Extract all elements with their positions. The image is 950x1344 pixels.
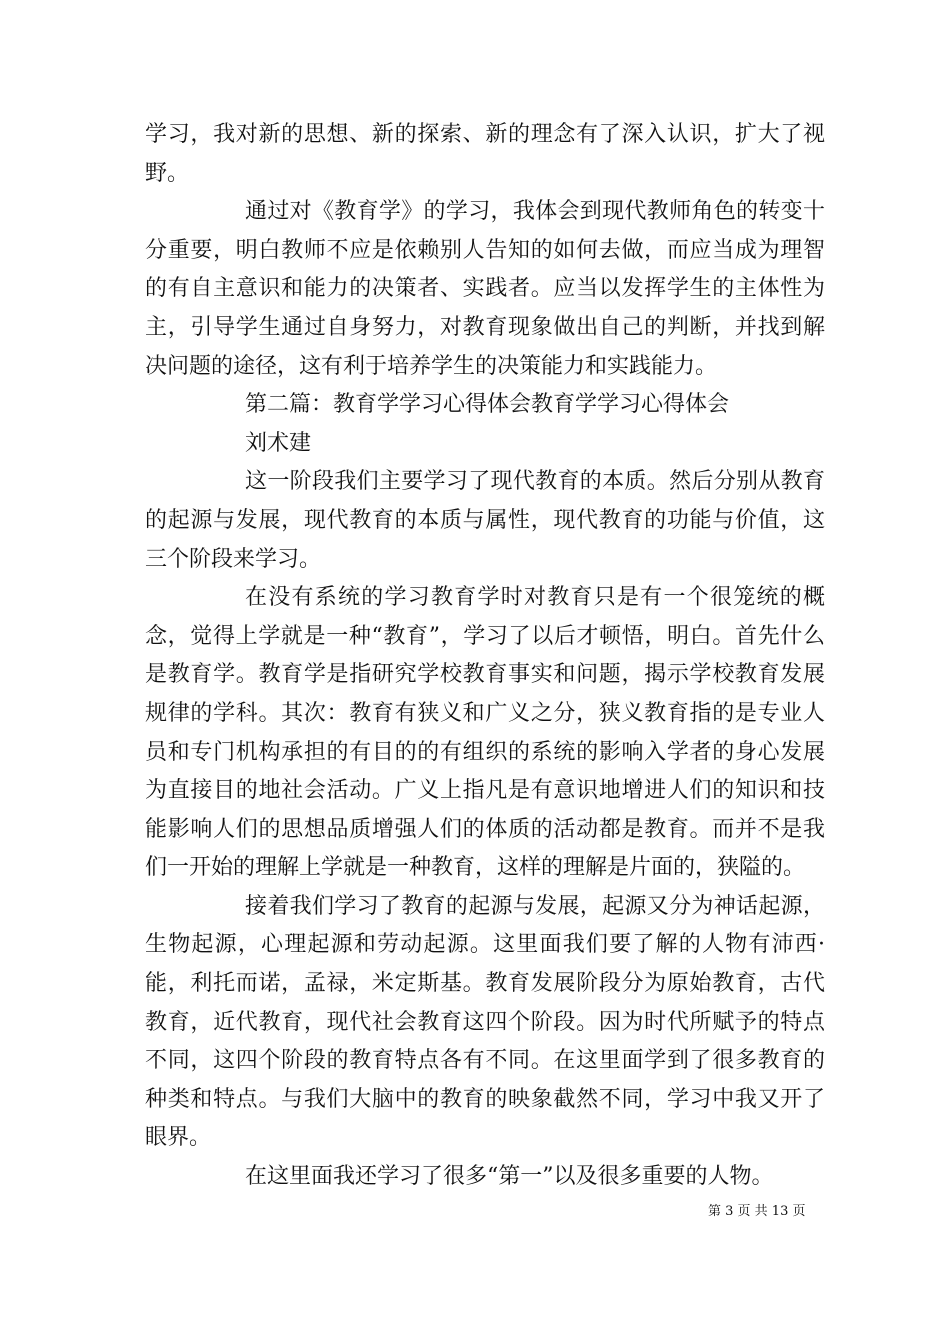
paragraph-origins: 接着我们学习了教育的起源与发展，起源又分为神话起源，生物起源，心理起源和劳动起源。这里面我们要了解的人物有沛西·能，利托而诺，孟禄，米定斯基。教育发展阶段分为原始教育，古代教育，近代教育，现代社会教育这四个阶段。因为时代所赋予的特点不同，这四个阶段的教育特点各有不同。在这里面学到了很多教育的种类和特点。与我们大脑中的教育的映象截然不同，学习中我又开了眼界。 — [145, 893, 825, 1151]
section-heading: 第二篇：教育学学习心得体会教育学学习心得体会 — [245, 392, 730, 418]
paragraph-firsts: 在这里面我还学习了很多“第一”以及很多重要的人物。 — [245, 1164, 774, 1190]
paragraph-teacher-role: 通过对《教育学》的学习，我体会到现代教师角色的转变十分重要，明白教师不应是依赖别人告知的如何去做，而应当成为理智的有自主意识和能力的决策者、实践者。应当以发挥学生的主体性为主，引导学生通过自身努力，对教育现象做出自己的判断，并找到解决问题的途径，这有利于培养学生的决策能力和实践能力。 — [145, 199, 825, 379]
author-name: 刘术建 — [245, 430, 312, 456]
page-number-footer: 第 3 页 共 13 页 — [708, 1204, 806, 1219]
body-text — [145, 116, 825, 1197]
paragraph-overview: 这一阶段我们主要学习了现代教育的本质。然后分别从教育的起源与发展，现代教育的本质与属性，现代教育的功能与价值，这三个阶段来学习。 — [145, 469, 825, 572]
paragraph-continuation: 学习，我对新的思想、新的探索、新的理念有了深入认识，扩大了视野。 — [145, 122, 825, 186]
paragraph-definition: 在没有系统的学习教育学时对教育只是有一个很笼统的概念，觉得上学就是一种“教育”，学习了以后才顿悟，明白。首先什么是教育学。教育学是指研究学校教育事实和问题，揭示学校教育发展规律的学科。其次：教育有狭义和广义之分，狭义教育指的是专业人员和专门机构承担的有目的的有组织的系统的影响入学者的身心发展为直接目的地社会活动。广义上指凡是有意识地增进人们的知识和技能影响人们的思想品质增强人们的体质的活动都是教育。而并不是我们一开始的理解上学就是一种教育，这样的理解是片面的，狭隘的。 — [145, 585, 825, 881]
